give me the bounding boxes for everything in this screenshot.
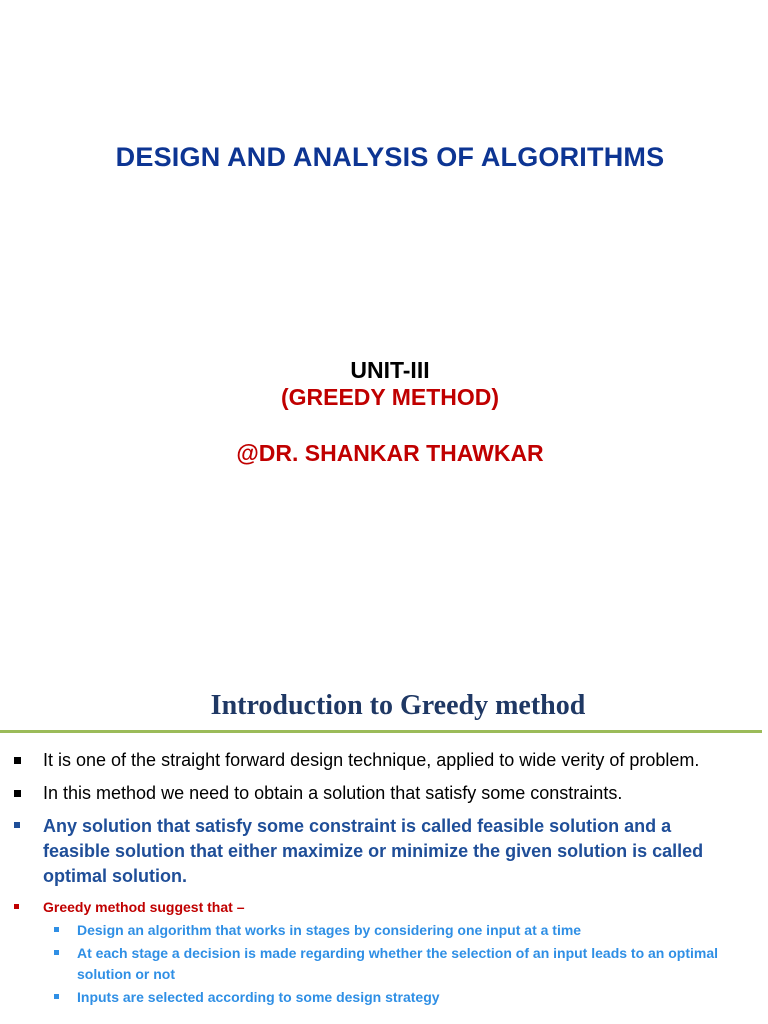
list-item-text: It is one of the straight forward design technique, applied to wide verity of problem. — [43, 750, 700, 770]
list-item-text: Greedy method suggest that – — [43, 899, 245, 915]
author-name: @DR. SHANKAR THAWKAR — [236, 440, 544, 466]
list-item-text: Any solution that satisfy some constraint is called feasible solution and a feasible solution that either maximize or minimize the given solution is called optimal solution. — [43, 816, 704, 886]
sub-list-item-text: Inputs are selected according to some design strategy — [77, 989, 440, 1005]
list-item — [0, 748, 768, 773]
unit-label: UNIT-III — [350, 357, 430, 383]
list-item-text: In this method we need to obtain a solution that satisfy some constraints. — [43, 783, 623, 803]
sub-list-item — [0, 987, 768, 1008]
square-bullet-icon — [54, 950, 59, 955]
sub-list-item — [0, 943, 768, 985]
unit-topic: (GREEDY METHOD) — [280, 384, 500, 410]
square-bullet-icon — [14, 904, 19, 909]
square-bullet-icon — [14, 757, 21, 764]
square-bullet-icon — [54, 927, 59, 932]
list-item — [0, 781, 768, 806]
course-title: DESIGN AND ANALYSIS OF ALGORITHMS — [115, 142, 665, 172]
heading-divider — [0, 730, 762, 733]
list-item — [0, 814, 768, 889]
slide-heading: Introduction to Greedy method — [210, 690, 586, 721]
square-bullet-icon — [54, 994, 59, 999]
square-bullet-icon — [14, 790, 21, 797]
sub-list-item-text: Design an algorithm that works in stages by considering one input at a time — [77, 922, 582, 938]
list-item — [0, 897, 768, 917]
bullet-list — [0, 748, 768, 1010]
sub-list-item — [0, 920, 768, 941]
sub-list-item-text: At each stage a decision is made regarding whether the selection of an input leads to an optimal solution or not — [77, 945, 719, 982]
square-bullet-icon — [14, 822, 20, 828]
